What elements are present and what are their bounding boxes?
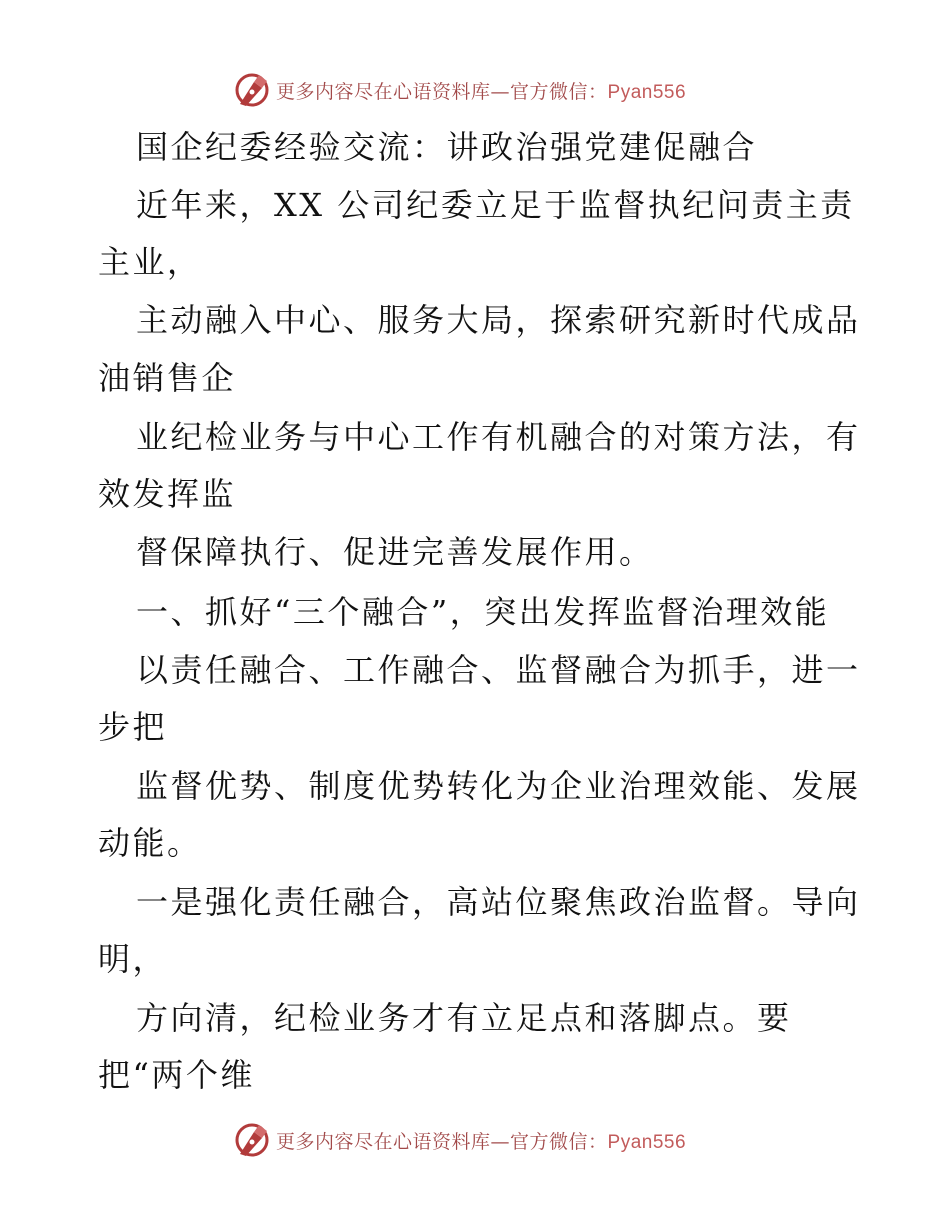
paragraph-line: 一是强化责任融合，高站位聚焦政治监督。导向 [136, 883, 861, 921]
paragraph-line: 效发挥监 [98, 475, 237, 513]
paragraph-line: 油销售企 [98, 359, 237, 397]
paragraph-line: 步把 [98, 708, 168, 746]
paragraph-line: 明， [98, 940, 168, 978]
paragraph-line: 监督优势、制度优势转化为企业治理效能、发展 [136, 767, 861, 805]
watermark-banner-bottom [0, 1120, 950, 1160]
watermark-text: 更多内容尽在心语资料库—官方微信：Pyan556 [276, 80, 687, 103]
document-title: 国企纪委经验交流：讲政治强党建促融合 [136, 128, 758, 166]
paragraph-line: 把“两个维 [98, 1056, 255, 1094]
wechat-id: Pyan556 [607, 81, 687, 103]
paragraph-line: 业纪检业务与中心工作有机融合的对策方法，有 [136, 418, 861, 456]
paragraph-line: 动能。 [98, 824, 202, 862]
watermark-text: 更多内容尽在心语资料库—官方微信：Pyan556 [276, 1130, 687, 1153]
watermark-content [232, 1120, 686, 1160]
pen-nib-circle-icon [232, 70, 272, 110]
section-heading: 一、抓好“三个融合”，突出发挥监督治理效能 [136, 593, 830, 631]
paragraph-line: 近年来，XX 公司纪委立足于监督执纪问责主责 [136, 186, 855, 224]
paragraph-line: 方向清，纪检业务才有立足点和落脚点。要 [136, 999, 792, 1037]
paragraph-line: 督保障执行、促进完善发展作用。 [136, 533, 654, 571]
watermark-content [232, 70, 686, 110]
paragraph-line: 主动融入中心、服务大局，探索研究新时代成品 [136, 301, 861, 339]
watermark-banner-top [0, 70, 950, 110]
paragraph-line: 主业， [98, 243, 202, 281]
wechat-id: Pyan556 [607, 1131, 687, 1153]
paragraph-line: 以责任融合、工作融合、监督融合为抓手，进一 [136, 651, 861, 689]
pen-nib-circle-icon [232, 1120, 272, 1160]
